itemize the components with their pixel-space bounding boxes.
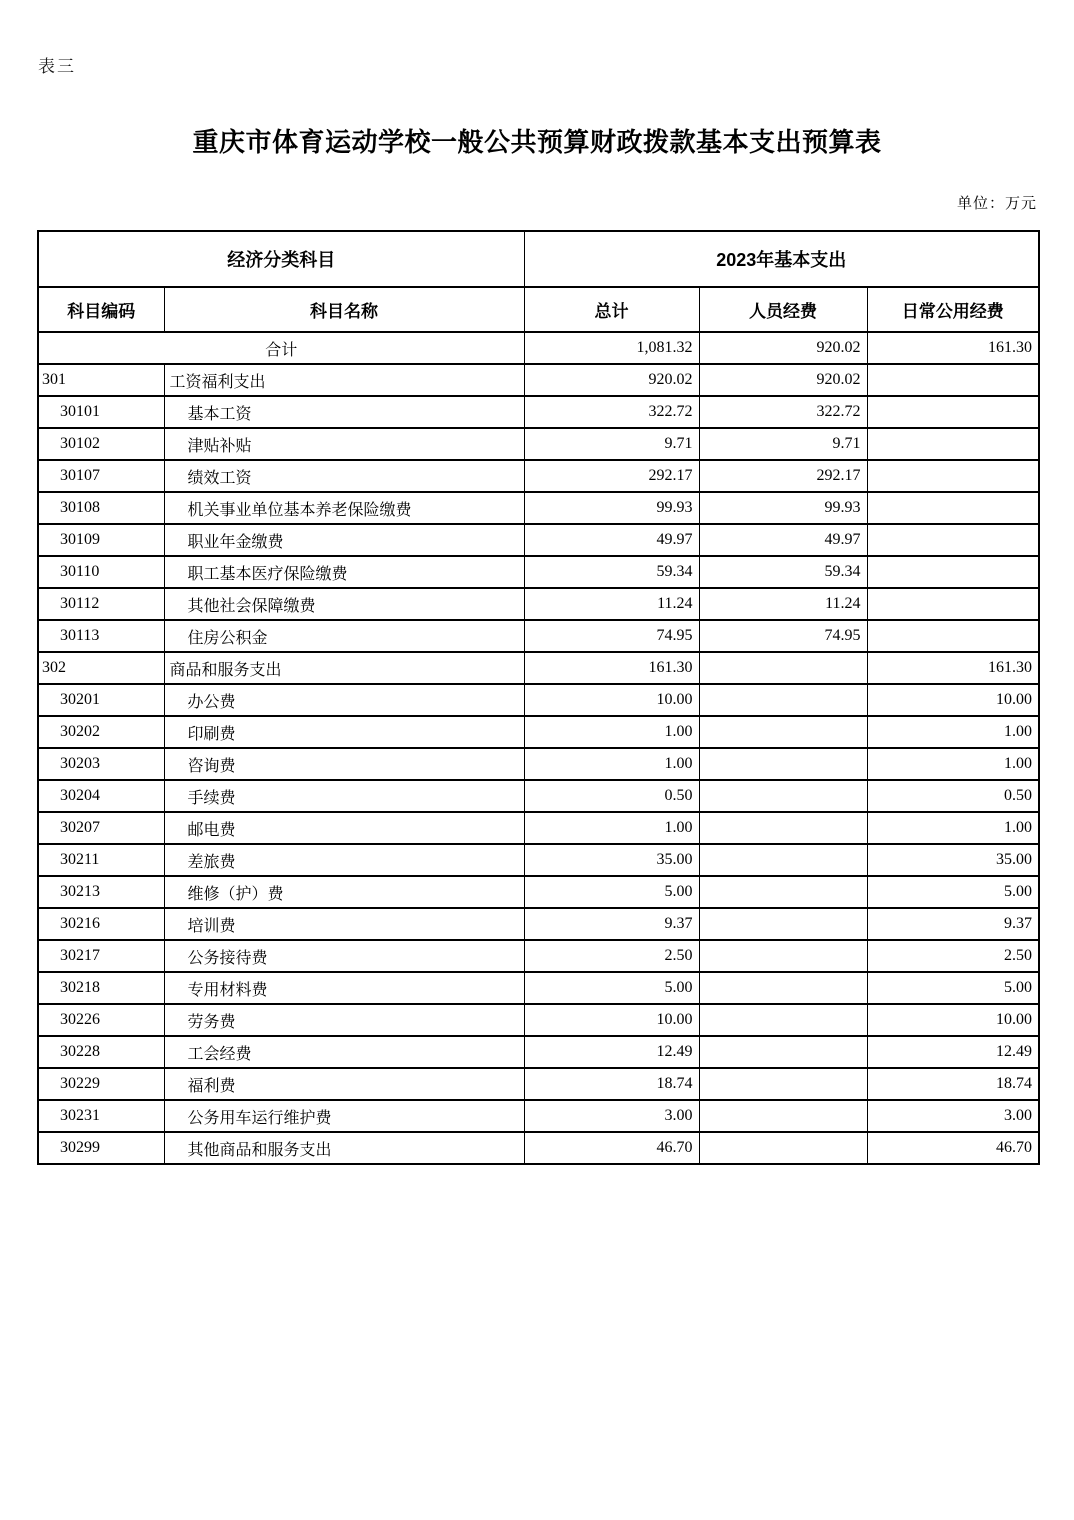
total-cell: 46.70 — [524, 1132, 699, 1164]
name-cell: 维修（护）费 — [164, 876, 524, 908]
name-cell: 培训费 — [164, 908, 524, 940]
personnel-cell — [699, 684, 867, 716]
personnel-cell — [699, 940, 867, 972]
personnel-cell: 920.02 — [699, 332, 867, 364]
daily-cell: 10.00 — [867, 684, 1039, 716]
col-header-daily: 日常公用经费 — [867, 287, 1039, 332]
total-cell: 9.71 — [524, 428, 699, 460]
table-row — [38, 460, 1039, 492]
total-cell: 5.00 — [524, 972, 699, 1004]
name-cell: 工会经费 — [164, 1036, 524, 1068]
budget-table-header — [38, 231, 1039, 332]
personnel-cell — [699, 876, 867, 908]
table-row — [38, 844, 1039, 876]
name-cell: 公务接待费 — [164, 940, 524, 972]
daily-cell: 18.74 — [867, 1068, 1039, 1100]
name-cell: 福利费 — [164, 1068, 524, 1100]
total-cell: 161.30 — [524, 652, 699, 684]
table-row — [38, 1132, 1039, 1164]
table-row — [38, 716, 1039, 748]
code-cell: 30203 — [38, 748, 164, 780]
personnel-cell — [699, 972, 867, 1004]
code-cell: 30107 — [38, 460, 164, 492]
name-cell: 其他社会保障缴费 — [164, 588, 524, 620]
total-cell: 99.93 — [524, 492, 699, 524]
personnel-cell — [699, 1132, 867, 1164]
code-cell: 30110 — [38, 556, 164, 588]
daily-cell — [867, 428, 1039, 460]
total-cell: 0.50 — [524, 780, 699, 812]
total-cell: 1,081.32 — [524, 332, 699, 364]
name-cell: 咨询费 — [164, 748, 524, 780]
daily-cell — [867, 620, 1039, 652]
daily-cell: 161.30 — [867, 652, 1039, 684]
name-cell: 手续费 — [164, 780, 524, 812]
total-cell: 2.50 — [524, 940, 699, 972]
name-cell: 基本工资 — [164, 396, 524, 428]
total-cell: 18.74 — [524, 1068, 699, 1100]
table-row — [38, 940, 1039, 972]
code-cell: 30228 — [38, 1036, 164, 1068]
table-row — [38, 332, 1039, 364]
daily-cell: 3.00 — [867, 1100, 1039, 1132]
name-cell: 印刷费 — [164, 716, 524, 748]
code-cell: 30101 — [38, 396, 164, 428]
col-header-name: 科目名称 — [164, 287, 524, 332]
name-cell: 职业年金缴费 — [164, 524, 524, 556]
name-cell: 商品和服务支出 — [164, 652, 524, 684]
code-cell: 30207 — [38, 812, 164, 844]
personnel-cell — [699, 748, 867, 780]
name-cell: 邮电费 — [164, 812, 524, 844]
corner-label: 表三 — [38, 57, 76, 76]
table-row — [38, 396, 1039, 428]
code-cell: 30226 — [38, 1004, 164, 1036]
name-cell: 劳务费 — [164, 1004, 524, 1036]
total-cell: 12.49 — [524, 1036, 699, 1068]
total-cell: 292.17 — [524, 460, 699, 492]
table-row — [38, 812, 1039, 844]
total-cell: 3.00 — [524, 1100, 699, 1132]
name-cell: 津贴补贴 — [164, 428, 524, 460]
table-row — [38, 556, 1039, 588]
col-header-total: 总计 — [524, 287, 699, 332]
table-row — [38, 1100, 1039, 1132]
daily-cell: 1.00 — [867, 716, 1039, 748]
personnel-cell — [699, 652, 867, 684]
total-cell: 1.00 — [524, 748, 699, 780]
table-row — [38, 492, 1039, 524]
personnel-cell — [699, 844, 867, 876]
daily-cell: 12.49 — [867, 1036, 1039, 1068]
table-row — [38, 972, 1039, 1004]
table-row — [38, 876, 1039, 908]
daily-cell — [867, 492, 1039, 524]
table-row — [38, 524, 1039, 556]
name-cell: 机关事业单位基本养老保险缴费 — [164, 492, 524, 524]
daily-cell: 46.70 — [867, 1132, 1039, 1164]
personnel-cell — [699, 1036, 867, 1068]
personnel-cell: 322.72 — [699, 396, 867, 428]
code-cell: 30204 — [38, 780, 164, 812]
total-cell: 49.97 — [524, 524, 699, 556]
daily-cell: 9.37 — [867, 908, 1039, 940]
personnel-cell: 74.95 — [699, 620, 867, 652]
unit-note: 单位：万元 — [956, 196, 1037, 212]
personnel-cell — [699, 812, 867, 844]
personnel-cell — [699, 1004, 867, 1036]
total-cell: 322.72 — [524, 396, 699, 428]
table-row — [38, 908, 1039, 940]
table-row — [38, 684, 1039, 716]
total-cell: 11.24 — [524, 588, 699, 620]
table-row — [38, 780, 1039, 812]
table-row — [38, 1036, 1039, 1068]
code-cell: 30109 — [38, 524, 164, 556]
table-row — [38, 1068, 1039, 1100]
daily-cell: 10.00 — [867, 1004, 1039, 1036]
code-cell: 30216 — [38, 908, 164, 940]
name-cell: 绩效工资 — [164, 460, 524, 492]
code-cell: 30102 — [38, 428, 164, 460]
code-cell: 30213 — [38, 876, 164, 908]
daily-cell — [867, 396, 1039, 428]
daily-cell: 35.00 — [867, 844, 1039, 876]
name-cell: 公务用车运行维护费 — [164, 1100, 524, 1132]
name-cell: 工资福利支出 — [164, 364, 524, 396]
page-title: 重庆市体育运动学校一般公共预算财政拨款基本支出预算表 — [192, 127, 882, 157]
daily-cell: 1.00 — [867, 748, 1039, 780]
code-cell: 302 — [38, 652, 164, 684]
name-cell: 专用材料费 — [164, 972, 524, 1004]
personnel-cell: 292.17 — [699, 460, 867, 492]
code-cell: 30113 — [38, 620, 164, 652]
code-cell: 30229 — [38, 1068, 164, 1100]
daily-cell: 5.00 — [867, 972, 1039, 1004]
table-row — [38, 748, 1039, 780]
daily-cell: 2.50 — [867, 940, 1039, 972]
total-cell: 74.95 — [524, 620, 699, 652]
personnel-cell: 9.71 — [699, 428, 867, 460]
daily-cell — [867, 588, 1039, 620]
group-header-classification: 经济分类科目 — [38, 231, 524, 287]
summary-label-cell: 合计 — [38, 332, 524, 364]
code-cell: 30231 — [38, 1100, 164, 1132]
total-cell: 35.00 — [524, 844, 699, 876]
personnel-cell — [699, 908, 867, 940]
total-cell: 9.37 — [524, 908, 699, 940]
table-row — [38, 620, 1039, 652]
group-header-row — [38, 231, 1039, 287]
group-header-expenditure: 2023年基本支出 — [524, 231, 1039, 287]
name-cell: 职工基本医疗保险缴费 — [164, 556, 524, 588]
daily-cell — [867, 556, 1039, 588]
table-row — [38, 364, 1039, 396]
name-cell: 差旅费 — [164, 844, 524, 876]
name-cell: 其他商品和服务支出 — [164, 1132, 524, 1164]
daily-cell — [867, 364, 1039, 396]
daily-cell — [867, 524, 1039, 556]
daily-cell — [867, 460, 1039, 492]
table-row — [38, 428, 1039, 460]
col-header-personnel: 人员经费 — [699, 287, 867, 332]
code-cell: 30112 — [38, 588, 164, 620]
personnel-cell: 99.93 — [699, 492, 867, 524]
col-header-code: 科目编码 — [38, 287, 164, 332]
daily-cell: 1.00 — [867, 812, 1039, 844]
total-cell: 1.00 — [524, 812, 699, 844]
code-cell: 30201 — [38, 684, 164, 716]
personnel-cell — [699, 1100, 867, 1132]
daily-cell: 5.00 — [867, 876, 1039, 908]
personnel-cell: 920.02 — [699, 364, 867, 396]
total-cell: 59.34 — [524, 556, 699, 588]
budget-table-body — [38, 332, 1039, 1164]
code-cell: 30211 — [38, 844, 164, 876]
name-cell: 办公费 — [164, 684, 524, 716]
code-cell: 301 — [38, 364, 164, 396]
total-cell: 10.00 — [524, 684, 699, 716]
code-cell: 30202 — [38, 716, 164, 748]
daily-cell: 0.50 — [867, 780, 1039, 812]
total-cell: 10.00 — [524, 1004, 699, 1036]
table-row — [38, 1004, 1039, 1036]
code-cell: 30108 — [38, 492, 164, 524]
total-cell: 1.00 — [524, 716, 699, 748]
personnel-cell: 49.97 — [699, 524, 867, 556]
name-cell: 住房公积金 — [164, 620, 524, 652]
personnel-cell — [699, 780, 867, 812]
code-cell: 30218 — [38, 972, 164, 1004]
code-cell: 30217 — [38, 940, 164, 972]
code-cell: 30299 — [38, 1132, 164, 1164]
column-header-row — [38, 287, 1039, 332]
table-row — [38, 588, 1039, 620]
total-cell: 920.02 — [524, 364, 699, 396]
personnel-cell — [699, 716, 867, 748]
personnel-cell: 11.24 — [699, 588, 867, 620]
personnel-cell: 59.34 — [699, 556, 867, 588]
budget-table — [37, 230, 1040, 1165]
personnel-cell — [699, 1068, 867, 1100]
daily-cell: 161.30 — [867, 332, 1039, 364]
table-row — [38, 652, 1039, 684]
total-cell: 5.00 — [524, 876, 699, 908]
